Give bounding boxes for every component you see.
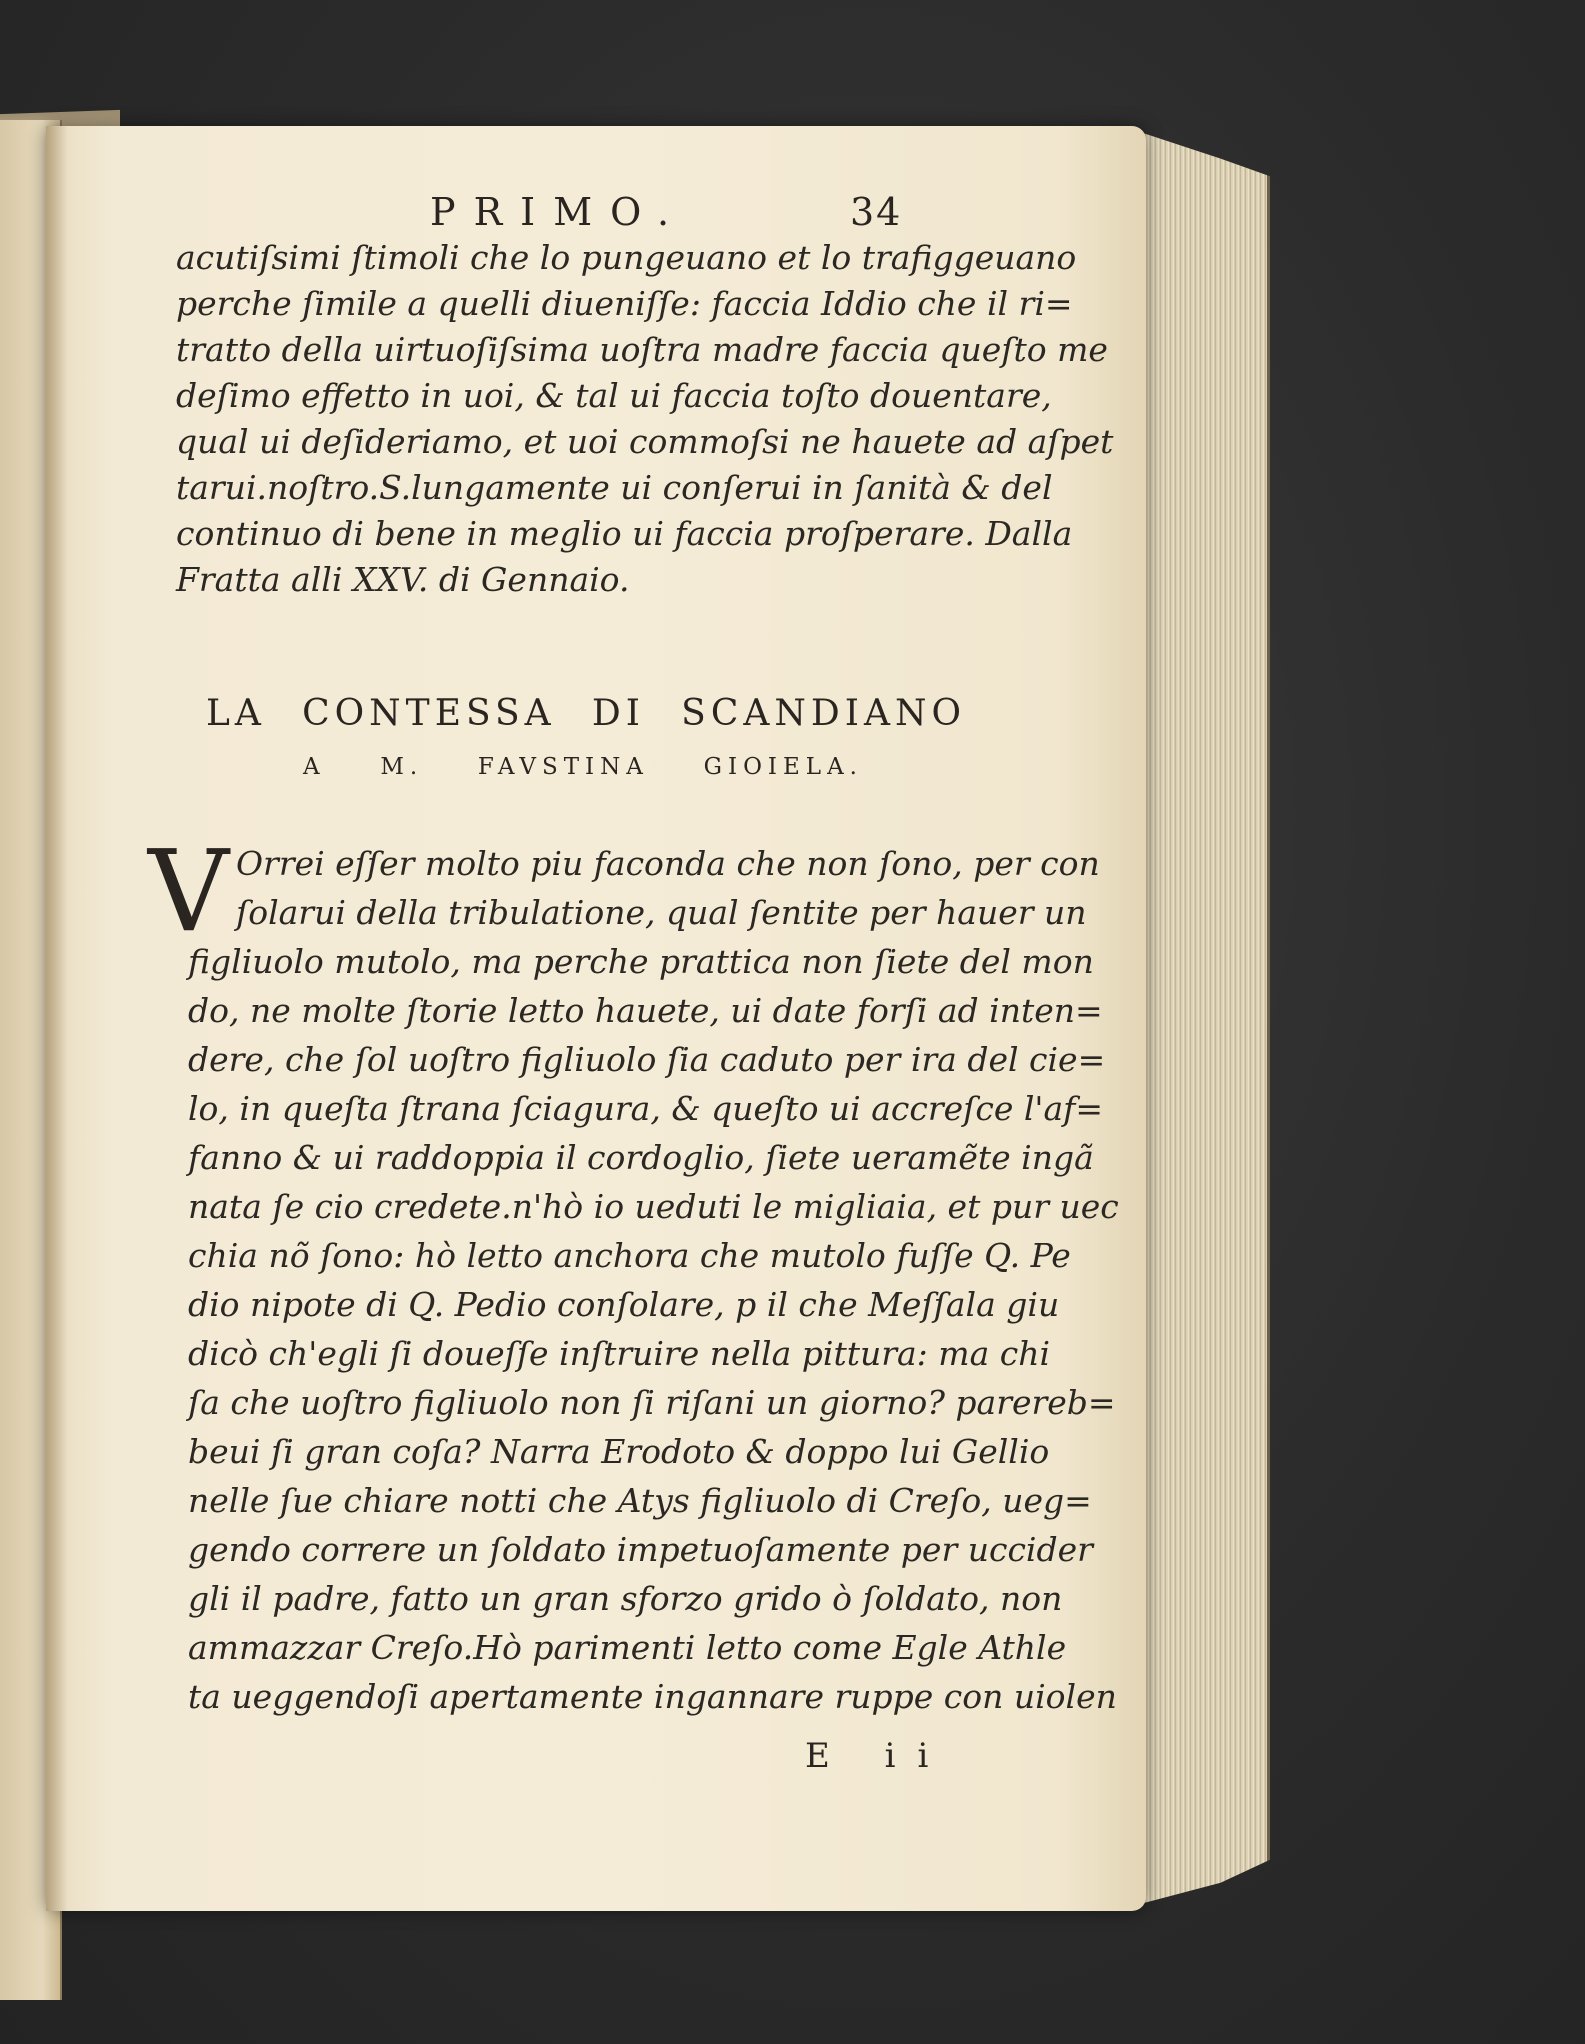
text-line: fanno & ui raddoppia il cordoglio, ſiete ueramẽte ingã xyxy=(188,1138,1094,1177)
text-line: perche ſimile a quelli diueniſſe: faccia Iddio che il ri= xyxy=(176,284,1073,323)
text-line: gendo correre un ſoldato impetuoſamente per uccider xyxy=(188,1530,1093,1569)
text-line: do, ne molte ſtorie letto hauete, ui date forſi ad inten= xyxy=(188,991,1103,1030)
text-line: qual ui deſideriamo, et uoi commoſsi ne hauete ad aſpet xyxy=(176,422,1114,461)
text-line: deſimo effetto in uoi, & tal ui faccia toſto douentare, xyxy=(176,376,1052,415)
text-line: figliuolo mutolo, ma perche prattica non ſiete del mon xyxy=(188,942,1094,981)
text-line: continuo di bene in meglio ui faccia proſperare. Dalla xyxy=(176,514,1073,553)
text-line: nata ſe cio credete.n'hò io ueduti le migliaia, et pur uec xyxy=(188,1187,1119,1226)
text-line: dio nipote di Q. Pedio conſolare, p il che Meſſala giu xyxy=(188,1285,1060,1324)
page-edges xyxy=(1140,132,1270,1904)
text-line: dere, che ſol uoſtro figliuolo ſia caduto per ira del cie= xyxy=(188,1040,1106,1079)
text-line: chia nõ ſono: hò letto anchora che mutolo fuſſe Q. Pe xyxy=(188,1236,1071,1275)
text-line: ſolarui della tribulatione, qual ſentite per hauer un xyxy=(236,893,1087,932)
text-line: acutiſsimi ſtimoli che lo pungeuano et lo trafiggeuano xyxy=(176,238,1077,277)
text-line: tratto della uirtuoſiſsima uoſtra madre faccia queſto me xyxy=(176,330,1108,369)
letter-subheading: A M. FAVSTINA GIOIELA. xyxy=(303,754,863,780)
text-line: Orrei eſſer molto piu faconda che non ſono, per con xyxy=(236,844,1100,883)
text-line: gli il padre, fatto un gran sforzo grido ò ſoldato, non xyxy=(188,1579,1063,1618)
text-line: beui ſi gran coſa? Narra Erodoto & doppo lui Gellio xyxy=(188,1432,1050,1471)
folio-number: 34 xyxy=(850,190,903,234)
text-line: lo, in queſta ſtrana ſciagura, & queſto ui accreſce l'af= xyxy=(188,1089,1104,1128)
text-line-dateline: Fratta alli XXV. di Gennaio. xyxy=(176,560,630,599)
drop-cap: V xyxy=(148,827,229,957)
text-line: dicò ch'egli ſi doueſſe inſtruire nella pittura: ma chi xyxy=(188,1334,1051,1373)
text-line: ſa che uoſtro figliuolo non ſi riſani un giorno? parereb= xyxy=(188,1383,1116,1422)
running-head-word: PRIMO. xyxy=(430,190,688,234)
signature-mark: E ii xyxy=(805,1736,951,1776)
text-line: ammazzar Creſo.Hò parimenti letto come Egle Athle xyxy=(188,1628,1067,1667)
page-gutter xyxy=(46,126,68,1911)
text-line: tarui.noſtro.S.lungamente ui conſerui in ſanità & del xyxy=(176,468,1053,507)
letter-heading: LA CONTESSA DI SCANDIANO xyxy=(206,693,966,734)
text-line: nelle ſue chiare notti che Atys figliuolo di Creſo, ueg= xyxy=(188,1481,1092,1520)
text-line: ta ueggendoſi apertamente ingannare ruppe con uiolen xyxy=(188,1677,1117,1716)
